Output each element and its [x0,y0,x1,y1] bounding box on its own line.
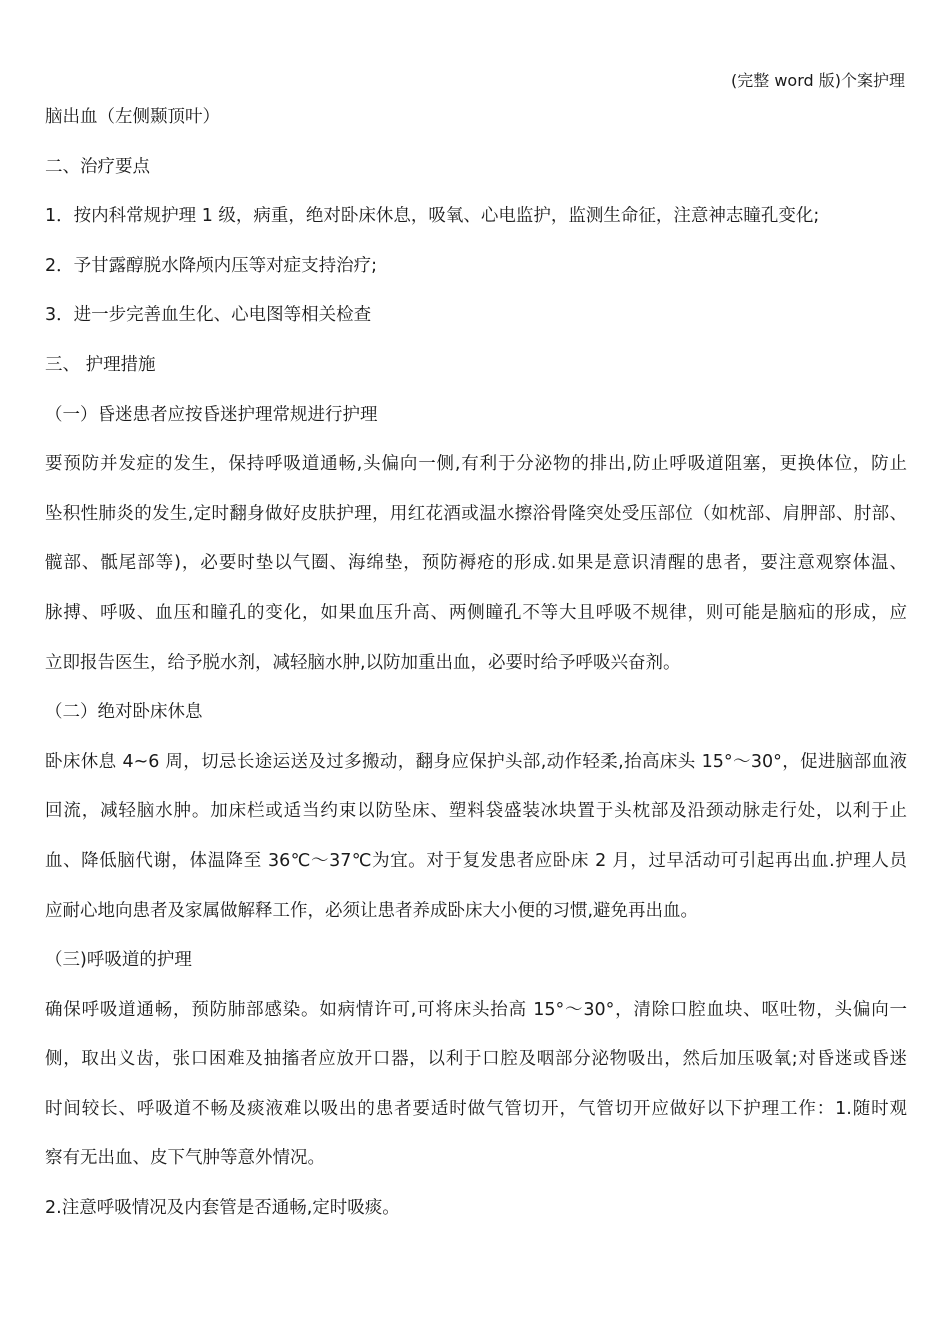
paragraph-line: 血、降低脑代谢，体温降至 36℃～37℃为宜。对于复发患者应卧床 2 月，过早活动可引起再出血.护理人员 [45,850,907,871]
diagnosis-line: 脑出血（左侧颞顶叶） [45,107,220,127]
paragraph-line: 髋部、骶尾部等)，必要时垫以气圈、海绵垫，预防褥疮的形成.如果是意识清醒的患者，要注意观察体温、 [45,553,907,574]
treatment-item-3: 3．进一步完善血生化、心电图等相关检查 [45,305,372,326]
paragraph-line: 应耐心地向患者及家属做解释工作，必须让患者养成卧床大小便的习惯,避免再出血。 [45,900,699,921]
subsection-heading-bed-rest: （二）绝对卧床休息 [45,702,203,723]
airway-item-2: 2.注意呼吸情况及内套管是否通畅,定时吸痰。 [45,1198,400,1219]
paragraph-line: 要预防并发症的发生，保持呼吸道通畅,头偏向一侧,有利于分泌物的排出,防止呼吸道阻塞，更换体位，防止 [45,454,907,475]
paragraph-line: 确保呼吸道通畅，预防肺部感染。如病情许可,可将床头抬高 15°～30°，清除口腔血块、呕吐物，头偏向一 [45,999,907,1020]
paragraph-line: 时间较长、呼吸道不畅及痰液难以吸出的患者要适时做气管切开，气管切开应做好以下护理工作：1.随时观 [45,1098,907,1119]
document-header-title: (完整 word 版)个案护理 [731,71,905,90]
subsection-heading-coma: （一）昏迷患者应按昏迷护理常规进行护理 [45,404,378,425]
section-heading-treatment: 二、治疗要点 [45,156,150,177]
paragraph-line: 侧，取出义齿，张口困难及抽搐者应放开口器，以利于口腔及咽部分泌物吸出，然后加压吸氧;对昏迷或昏迷 [45,1049,907,1070]
treatment-item-2: 2．予甘露醇脱水降颅内压等对症支持治疗; [45,255,378,276]
section-heading-nursing: 三、 护理措施 [45,354,156,375]
treatment-item-1: 1．按内科常规护理 1 级，病重，绝对卧床休息，吸氧、心电监护，监测生命征，注意神志瞳孔变化; [45,206,820,227]
paragraph-line: 卧床休息 4~6 周，切忌长途运送及过多搬动，翻身应保护头部,动作轻柔,抬高床头 15°～30°，促进脑部血液 [45,751,907,772]
subsection-heading-airway: （三)呼吸道的护理 [45,950,192,971]
paragraph-line: 回流，减轻脑水肿。加床栏或适当约束以防坠床、塑料袋盛装冰块置于头枕部及沿颈动脉走行处，以利于止 [45,801,907,822]
paragraph-line: 坠积性肺炎的发生,定时翻身做好皮肤护理，用红花酒或温水擦浴骨隆突处受压部位（如枕部、肩胛部、肘部、 [45,503,907,524]
document-body [45,105,907,1246]
paragraph-line: 脉搏、呼吸、血压和瞳孔的变化，如果血压升高、两侧瞳孔不等大且呼吸不规律，则可能是脑疝的形成，应 [45,602,907,623]
paragraph-line: 察有无出血、皮下气肿等意外情况。 [45,1148,325,1169]
paragraph-line: 立即报告医生，给予脱水剂，减轻脑水肿,以防加重出血，必要时给予呼吸兴奋剂。 [45,652,681,673]
